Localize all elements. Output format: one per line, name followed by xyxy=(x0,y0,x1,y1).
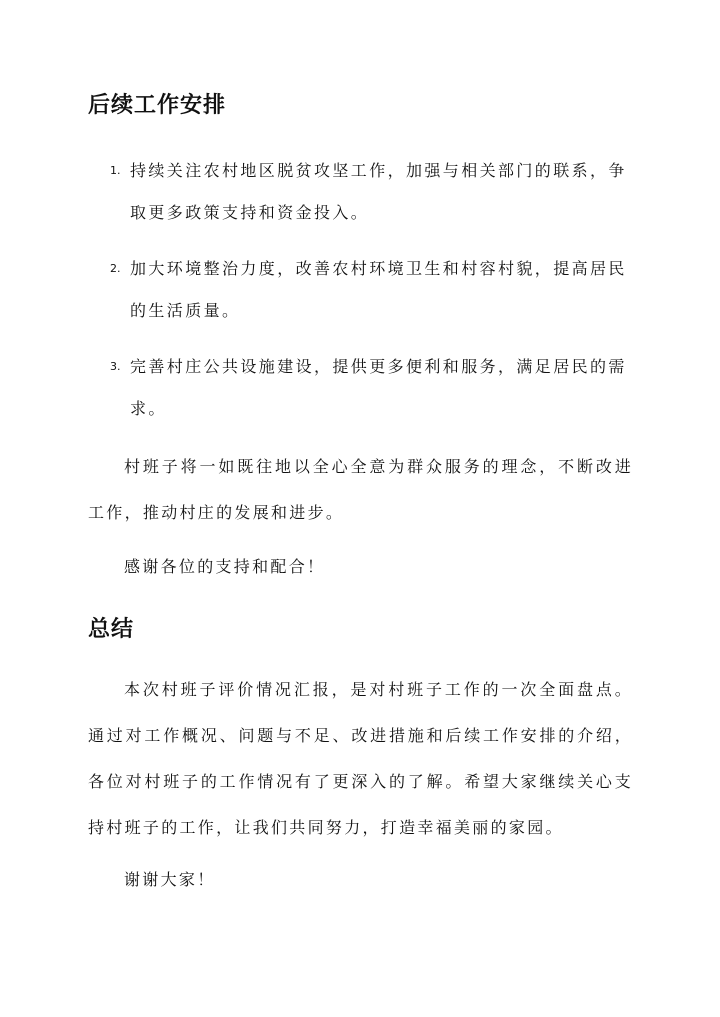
commitment-paragraph: 村班子将一如既往地以全心全意为群众服务的理念，不断改进工作，推动村庄的发展和进步。 xyxy=(88,457,633,522)
thanks-paragraph: 感谢各位的支持和配合！ xyxy=(124,557,326,576)
follow-up-list xyxy=(110,150,635,444)
list-item xyxy=(110,248,635,332)
list-item-text: 持续关注农村地区脱贫攻坚工作，加强与相关部门的联系，争取更多政策支持和资金投入。 xyxy=(130,161,627,222)
summary-paragraph: 本次村班子评价情况汇报，是对村班子工作的一次全面盘点。通过对工作概况、问题与不足、改进措施和后续工作安排的介绍，各位对村班子的工作情况有了更深入的了解。希望大家继续关心支持村班子的工作，让我们共同努力，打造幸福美丽的家园。 xyxy=(88,680,633,837)
list-item-text: 完善村庄公共设施建设，提供更多便利和服务，满足居民的需求。 xyxy=(130,357,627,418)
closing-paragraph: 谢谢大家！ xyxy=(124,870,216,889)
section-title-follow-up: 后续工作安排 xyxy=(88,93,227,118)
section-title-summary: 总结 xyxy=(88,617,135,642)
list-item-number: 3. xyxy=(110,360,121,373)
list-item-number: 1. xyxy=(110,164,121,177)
list-item-number: 2. xyxy=(110,262,121,275)
list-item-text: 加大环境整治力度，改善农村环境卫生和村容村貌，提高居民的生活质量。 xyxy=(130,259,627,320)
list-item xyxy=(110,346,635,430)
list-item xyxy=(110,150,635,234)
